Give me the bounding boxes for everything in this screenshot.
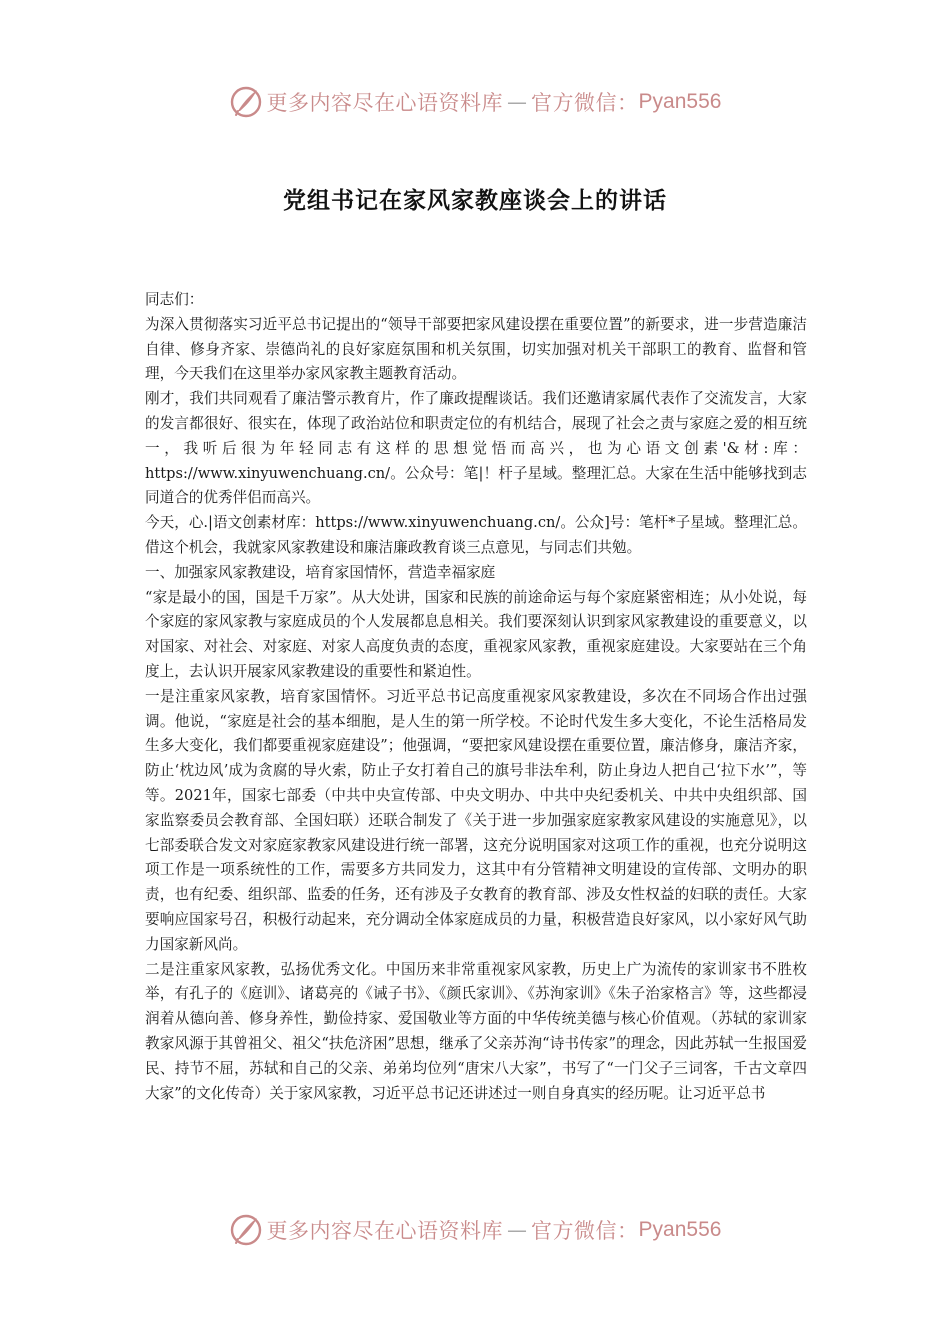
header-watermark-banner	[0, 82, 950, 122]
banner-separator: —	[507, 90, 528, 114]
salutation-paragraph: 同志们：	[145, 291, 204, 308]
banner-text: 更多内容尽在心语资料库	[266, 91, 504, 115]
quill-logo-icon	[229, 85, 263, 119]
body-paragraph: 今天，心.|语文创素材库：https://www.xinyuwenchuang.cn/。公众]号：笔杆*子星域。整理汇总。借这个机会，我就家风家教建设和廉洁廉政教育谈三点意见，与同志们共勉。	[145, 514, 807, 556]
banner-official: 官方微信：	[531, 91, 639, 115]
banner-text: 更多内容尽在心语资料库	[266, 1219, 504, 1243]
document-title: 党组书记在家风家教座谈会上的讲话	[283, 188, 667, 214]
banner-official: 官方微信：	[531, 1219, 639, 1243]
body-paragraph: 刚才，我们共同观看了廉洁警示教育片，作了廉政提醒谈话。我们还邀请家属代表作了交流发言，大家的发言都很好、很实在，体现了政治站位和职责定位的有机结合，展现了社会之责与家庭之爱的相互统一，我听后很为年轻同志有这样的思想觉悟而高兴，也为心语文创素'&材:库：https://www.xinyuwenchuang.cn/。公众号：笔|！杆子星域。整理汇总。大家在生活中能够找到志同道合的优秀伴侣而高兴。	[145, 390, 807, 507]
banner-wechat-id: Pyan556	[638, 90, 722, 113]
body-paragraph: 为深入贯彻落实习近平总书记提出的“领导干部要把家风建设摆在重要位置”的新要求，进一步营造廉洁自律、修身齐家、崇德尚礼的良好家庭氛围和机关氛围，切实加强对机关干部职工的教育、监督和管理，今天我们在这里举办家风家教主题教育活动。	[145, 315, 807, 383]
banner-separator: —	[507, 1218, 528, 1242]
quill-logo-icon	[229, 1213, 263, 1247]
banner-wechat-id: Pyan556	[638, 1218, 722, 1241]
document-body	[145, 288, 807, 1106]
footer-watermark-banner	[0, 1210, 950, 1250]
body-paragraph: 二是注重家风家教，弘扬优秀文化。中国历来非常重视家风家教，历史上广为流传的家训家书不胜枚举，有孔子的《庭训》、诸葛亮的《诫子书》、《颜氏家训》、《苏洵家训》《朱子治家格言》等，这些都浸润着从德向善、修身养性，勤俭持家、爱国敬业等方面的中华传统美德与核心价值观。（苏轼的家训家教家风源于其曾祖父、祖父“扶危济困”思想，继承了父亲苏洵“诗书传家”的理念，因此苏轼一生报国爱民、持节不屈，苏轼和自己的父亲、弟弟均位列“唐宋八大家”，书写了“一门父子三词客，千古文章四大家”的文化传奇）关于家风家教，习近平总书记还讲述过一则自身真实的经历呢。让习近平总书	[145, 960, 807, 1102]
body-paragraph: 一是注重家风家教，培育家国情怀。习近平总书记高度重视家风家教建设，多次在不同场合作出过强调。他说，“家庭是社会的基本细胞，是人生的第一所学校。不论时代发生多大变化，不论生活格局发生多大变化，我们都要重视家庭建设”；他强调，“要把家风建设摆在重要位置，廉洁修身，廉洁齐家，防止‘枕边风’成为贪腐的导火索，防止子女打着自己的旗号非法牟利，防止身边人把自己‘拉下水’”，等等。2021年，国家七部委（中共中央宣传部、中央文明办、中共中央纪委机关、中共中央组织部、国家监察委员会教育部、全国妇联）还联合制发了《关于进一步加强家庭家教家风建设的实施意见》，以七部委联合发文对家庭家教家风建设进行统一部署，这充分说明国家对这项工作的重视，也充分说明这项工作是一项系统性的工作，需要多方共同发力，这其中有分管精神文明建设的宣传部、文明办的职责，也有纪委、组织部、监委的任务，还有涉及子女教育的教育部、涉及女性权益的妇联的责任。大家要响应国家号召，积极行动起来，充分调动全体家庭成员的力量，积极营造良好家风，以小家好风气助力国家新风尚。	[145, 687, 807, 953]
body-paragraph: “家是最小的国，国是千万家”。从大处讲，国家和民族的前途命运与每个家庭紧密相连；从小处说，每个家庭的家风家教与家庭成员的个人发展都息息相关。我们要深刻认识到家风家教建设的重要意义，以对国家、对社会、对家庭、对家人高度负责的态度，重视家风家教，重视家庭建设。大家要站在三个角度上，去认识开展家风家教建设的重要性和紧迫性。	[145, 588, 807, 680]
section-heading: 一、加强家风家教建设，培育家国情怀，营造幸福家庭	[145, 563, 496, 581]
